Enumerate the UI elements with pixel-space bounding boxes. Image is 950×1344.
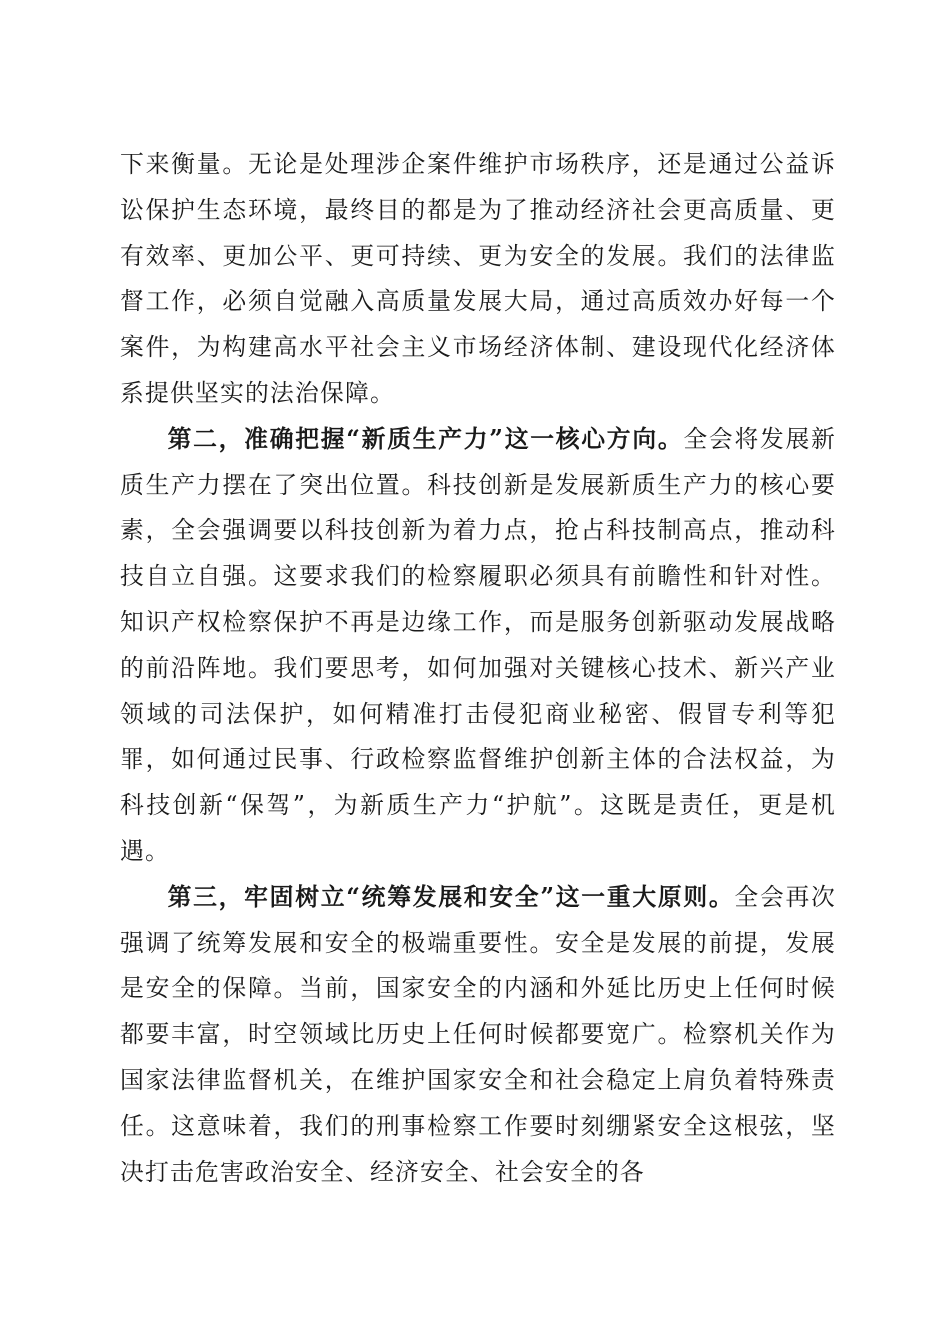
paragraph-third-point <box>120 875 836 1196</box>
paragraph-second-point <box>120 417 836 875</box>
paragraph-2-lead: 第二，准确把握“新质生产力”这一核心方向。 <box>167 424 684 453</box>
paragraph-1-text: 下来衡量。无论是处理涉企案件维护市场秩序，还是通过公益诉讼保护生态环境，最终目的都是为了推动经济社会更高质量、更有效率、更加公平、更可持续、更为安全的发展。我们的法律监督工作，必须自觉融入高质量发展大局，通过高质效办好每一个案件，为构建高水平社会主义市场经济体制、建设现代化经济体系提供坚实的法治保障。 <box>120 150 836 407</box>
paragraph-3-text: 全会再次强调了统筹发展和安全的极端重要性。安全是发展的前提，发展是安全的保障。当前，国家安全的内涵和外延比历史上任何时候都要丰富，时空领域比历史上任何时候都要宽广。检察机关作为国家法律监督机关，在维护国家安全和社会稳定上肩负着特殊责任。这意味着，我们的刑事检察工作要时刻绷紧安全这根弦，坚决打击危害政治安全、经济安全、社会安全的各 <box>120 882 836 1186</box>
paragraph-continuation <box>120 142 836 417</box>
paragraph-3-lead: 第三，牢固树立“统筹发展和安全”这一重大原则。 <box>167 882 735 911</box>
paragraph-2-text: 全会将发展新质生产力摆在了突出位置。科技创新是发展新质生产力的核心要素，全会强调要以科技创新为着力点，抢占科技制高点，推动科技自立自强。这要求我们的检察履职必须具有前瞻性和针对性。知识产权检察保护不再是边缘工作，而是服务创新驱动发展战略的前沿阵地。我们要思考，如何加强对关键核心技术、新兴产业领域的司法保护，如何精准打击侵犯商业秘密、假冒专利等犯罪，如何通过民事、行政检察监督维护创新主体的合法权益，为科技创新“保驾”，为新质生产力“护航”。这既是责任，更是机遇。 <box>120 424 837 865</box>
document-body <box>120 142 836 1195</box>
